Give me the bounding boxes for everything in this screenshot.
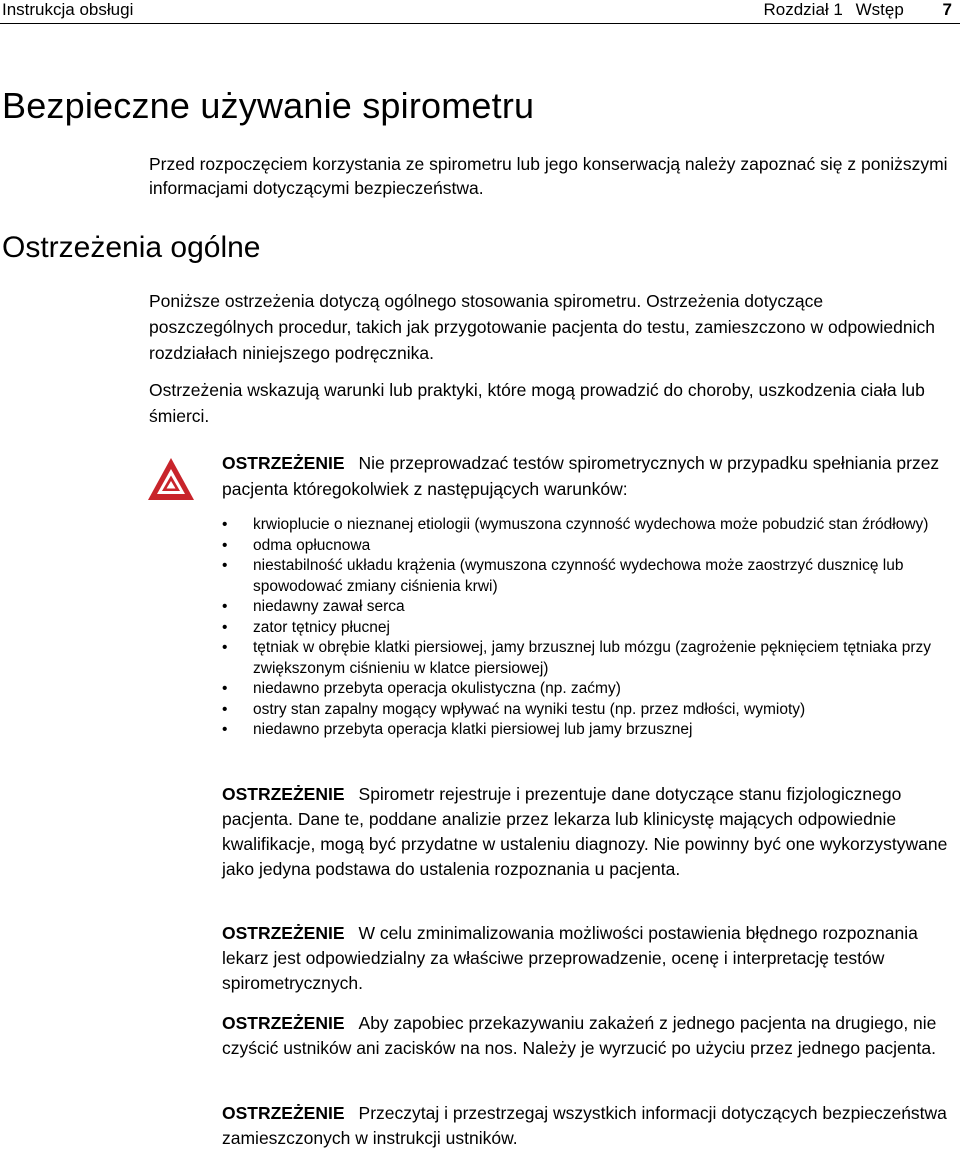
list-item: • niedawno przebyta operacja okulistyczna (np. zaćmy) — [222, 679, 942, 700]
contraindications-list — [222, 515, 942, 741]
manual-title: Instrukcja obsługi — [2, 0, 134, 19]
warning-keyword: OSTRZEŻENIE — [222, 1103, 345, 1123]
warning-5-text: Przeczytaj i przestrzegaj wszystkich informacji dotyczących bezpieczeństwa zamieszczonych w instrukcji ustników. — [222, 1103, 947, 1148]
chapter-info — [756, 0, 953, 20]
warning-4-text: Aby zapobiec przekazywaniu zakażeń z jednego pacjenta na drugiego, nie czyścić ustników ani zacisków na nos. Należy je wyrzucić po użyciu przez jednego pacjenta. — [222, 1013, 937, 1058]
list-item: • tętniak w obrębie klatki piersiowej, jamy brzusznej lub mózgu (zagrożenie pęknięciem tętniaka przy zwiększonym ciśnieniu w klatce piersiowej) — [222, 638, 942, 679]
list-item: • krwioplucie o nieznanej etiologii (wymuszona czynność wydechowa może pobudzić stan źródłowy) — [222, 515, 942, 536]
warning-5 — [222, 1101, 952, 1151]
warning-keyword: OSTRZEŻENIE — [222, 453, 345, 473]
page-title: Bezpieczne używanie spirometru — [2, 85, 535, 126]
warning-keyword: OSTRZEŻENIE — [222, 1013, 345, 1033]
warning-keyword: OSTRZEŻENIE — [222, 923, 345, 943]
chapter-label: Rozdział 1 — [763, 0, 843, 19]
warning-keyword: OSTRZEŻENIE — [222, 784, 345, 804]
section-heading: Ostrzeżenia ogólne — [2, 231, 261, 264]
list-item: • odma opłucnowa — [222, 536, 942, 557]
warning-1-text: Nie przeprowadzać testów spirometrycznych w przypadku spełniania przez pacjenta któregokolwiek z następujących warunków: — [222, 453, 940, 499]
hazard-triangle-icon — [147, 457, 195, 501]
list-item: • niedawno przebyta operacja klatki piersiowej lub jamy brzusznej — [222, 720, 942, 741]
warning-3 — [222, 921, 952, 996]
general-warnings-paragraph: Poniższe ostrzeżenia dotyczą ogólnego stosowania spirometru. Ostrzeżenia dotyczące poszczególnych procedur, takich jak przygotowanie pacjenta do testu, zamieszczono w odpowiednich rozdziałach niniejszego podręcznika. — [149, 291, 936, 363]
list-item: • ostry stan zapalny mogący wpływać na wyniki testu (np. przez mdłości, wymioty) — [222, 700, 942, 721]
header-divider — [0, 23, 960, 24]
warning-2 — [222, 782, 952, 882]
warning-4 — [222, 1011, 952, 1061]
warning-1 — [222, 450, 952, 502]
warnings-definition-paragraph: Ostrzeżenia wskazują warunki lub praktyki, które mogą prowadzić do choroby, uszkodzenia ciała lub śmierci. — [149, 380, 925, 426]
list-item: • niedawny zawał serca — [222, 597, 942, 618]
page-number: 7 — [942, 0, 952, 19]
page-header — [0, 0, 960, 22]
warning-2-text: Spirometr rejestruje i prezentuje dane dotyczące stanu fizjologicznego pacjenta. Dane te, poddane analizie przez lekarza lub klinicystę mających odpowiednie kwalifikacje, mogą być przydatne w ustaleniu diagnozy. Nie powinny być one wykorzystywane jako jedyna podstawa do ustalenia rozpoznania u pacjenta. — [222, 784, 948, 879]
warning-3-text: W celu zminimalizowania możliwości postawienia błędnego rozpoznania lekarz jest odpowiedzialny za właściwe przeprowadzenie, ocenę i interpretację testów spirometrycznych. — [222, 923, 918, 993]
intro-text: Przed rozpoczęciem korzystania ze spirometru lub jego konserwacją należy zapoznać się z poniższymi informacjami dotyczącymi bezpieczeństwa. — [149, 154, 948, 198]
list-item: • niestabilność układu krążenia (wymuszona czynność wydechowa może zaostrzyć dusznicę lub spowodować zmiany ciśnienia krwi) — [222, 556, 942, 597]
section-label: Wstęp — [855, 0, 904, 19]
list-item: • zator tętnicy płucnej — [222, 618, 942, 639]
